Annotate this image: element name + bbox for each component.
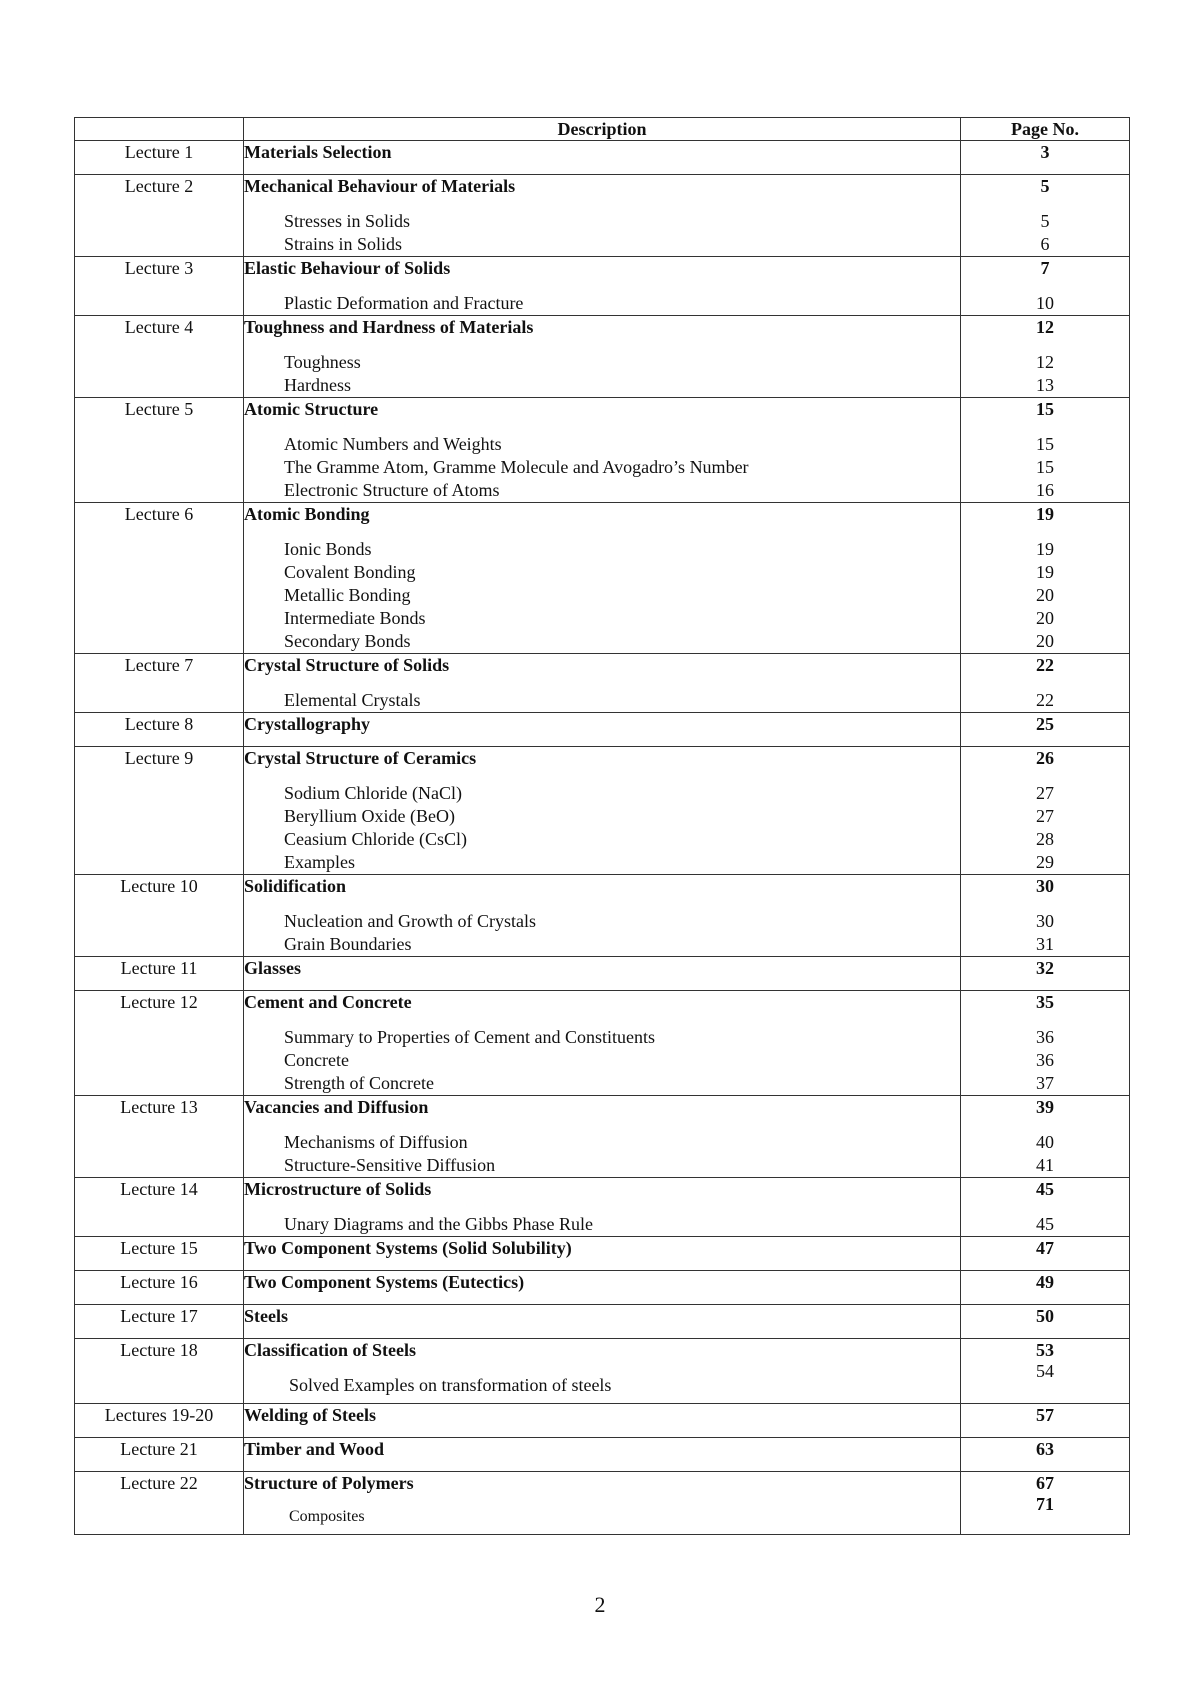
subsection-page: 20 (1036, 608, 1054, 628)
header-page-no: Page No. (961, 118, 1130, 141)
subsection-title: Stresses in Solids (284, 211, 411, 231)
description-cell (244, 875, 961, 957)
subsection-page: 36 (1036, 1050, 1054, 1070)
subsection-list (284, 1131, 960, 1177)
toc-row (75, 747, 1130, 875)
lecture-label: Lecture 22 (75, 1472, 244, 1535)
toc-row (75, 875, 1130, 957)
header-description: Description (244, 118, 961, 141)
subsection-title: Toughness (284, 352, 361, 372)
lecture-label: Lecture 9 (75, 747, 244, 875)
chapter-title: Classification of Steels (244, 1340, 416, 1360)
description-cell (244, 503, 961, 654)
subsection-title: Nucleation and Growth of Crystals (284, 911, 536, 931)
description-cell (244, 1305, 961, 1339)
subsection-list (284, 433, 960, 502)
lecture-label: Lecture 17 (75, 1305, 244, 1339)
page-cell (961, 1237, 1130, 1271)
subsection-title: Intermediate Bonds (284, 608, 426, 628)
toc-row (75, 1096, 1130, 1178)
page-cell (961, 1339, 1130, 1404)
chapter-title: Elastic Behaviour of Solids (244, 258, 451, 278)
lecture-label: Lecture 12 (75, 991, 244, 1096)
chapter-page: 35 (1036, 992, 1054, 1012)
page-cell (961, 257, 1130, 316)
subsection-list (284, 910, 960, 956)
subsection-page: 15 (1036, 434, 1054, 454)
chapter-title: Mechanical Behaviour of Materials (244, 176, 516, 196)
subsection-pages (961, 433, 1129, 502)
lecture-label: Lecture 7 (75, 654, 244, 713)
subsection-title: Solved Examples on transformation of steels (289, 1375, 612, 1395)
subsection-title: The Gramme Atom, Gramme Molecule and Avogadro’s Number (284, 457, 749, 477)
subsection-page: 28 (1036, 829, 1054, 849)
subsection-page: 19 (1036, 562, 1054, 582)
chapter-title: Vacancies and Diffusion (244, 1097, 429, 1117)
page-cell (961, 175, 1130, 257)
chapter-page: 30 (1036, 876, 1054, 896)
chapter-page: 22 (1036, 655, 1054, 675)
subsection-page: 6 (1040, 234, 1050, 254)
lecture-label: Lecture 8 (75, 713, 244, 747)
subsection-title: Examples (284, 852, 355, 872)
chapter-title: Crystallography (244, 714, 370, 734)
chapter-title: Two Component Systems (Solid Solubility) (244, 1238, 572, 1258)
page-cell (961, 957, 1130, 991)
subsection-page: 29 (1036, 852, 1054, 872)
subsection-title: Unary Diagrams and the Gibbs Phase Rule (284, 1214, 593, 1234)
chapter-page: 39 (1036, 1097, 1054, 1117)
subsection-title: Ceasium Chloride (CsCl) (284, 829, 467, 849)
description-cell (244, 1404, 961, 1438)
subsection-page: 27 (1036, 783, 1054, 803)
subsection-pages (961, 292, 1129, 315)
subsection-title: Concrete (284, 1050, 349, 1070)
subsection-pages (961, 1213, 1129, 1236)
chapter-title: Crystal Structure of Solids (244, 655, 450, 675)
description-cell (244, 175, 961, 257)
subsection-title: Ionic Bonds (284, 539, 372, 559)
subsection-page: 54 (1036, 1361, 1054, 1381)
description-cell (244, 1178, 961, 1237)
lecture-label: Lecture 15 (75, 1237, 244, 1271)
lecture-label: Lecture 10 (75, 875, 244, 957)
subsection-list (284, 1026, 960, 1095)
toc-row (75, 398, 1130, 503)
subsection-page: 12 (1036, 352, 1054, 372)
subsection-pages (961, 689, 1129, 712)
toc-row (75, 141, 1130, 175)
header-lecture-cell (75, 118, 244, 141)
chapter-page: 57 (1036, 1405, 1054, 1425)
subsection-pages (961, 1131, 1129, 1177)
toc-row (75, 503, 1130, 654)
subsection-page: 27 (1036, 806, 1054, 826)
subsection-list (284, 782, 960, 874)
subsection-title: Hardness (284, 375, 351, 395)
subsection-title: Elemental Crystals (284, 690, 421, 710)
subsection-page: 5 (1040, 211, 1050, 231)
subsection-pages (961, 538, 1129, 653)
subsection-title: Composites (289, 1508, 365, 1525)
subsection-title: Sodium Chloride (NaCl) (284, 783, 462, 803)
chapter-title: Timber and Wood (244, 1439, 385, 1459)
lecture-label: Lecture 13 (75, 1096, 244, 1178)
subsection-title: Plastic Deformation and Fracture (284, 293, 524, 313)
page-cell (961, 1096, 1130, 1178)
subsection-title: Secondary Bonds (284, 631, 411, 651)
description-cell (244, 316, 961, 398)
toc-row (75, 257, 1130, 316)
subsection-title: Strength of Concrete (284, 1073, 434, 1093)
header-row (75, 118, 1130, 141)
subsection-list (284, 292, 960, 315)
lecture-label: Lecture 4 (75, 316, 244, 398)
chapter-title: Atomic Structure (244, 399, 379, 419)
chapter-page: 19 (1036, 504, 1054, 524)
subsection-title: Electronic Structure of Atoms (284, 480, 500, 500)
subsection-title: Mechanisms of Diffusion (284, 1132, 468, 1152)
chapter-title: Steels (244, 1306, 288, 1326)
subsection-title: Grain Boundaries (284, 934, 412, 954)
chapter-page: 26 (1036, 748, 1054, 768)
subsection-page: 13 (1036, 375, 1054, 395)
chapter-page: 49 (1036, 1272, 1054, 1292)
toc-row (75, 1339, 1130, 1404)
toc-sheet (74, 117, 1129, 1535)
chapter-title: Two Component Systems (Eutectics) (244, 1272, 525, 1292)
subsection-page: 41 (1036, 1155, 1054, 1175)
lecture-label: Lecture 18 (75, 1339, 244, 1404)
chapter-title: Atomic Bonding (244, 504, 370, 524)
subsection-title: Covalent Bonding (284, 562, 416, 582)
chapter-title: Toughness and Hardness of Materials (244, 317, 534, 337)
page-cell (961, 1305, 1130, 1339)
subsection-title: Structure-Sensitive Diffusion (284, 1155, 496, 1175)
chapter-page: 32 (1036, 958, 1054, 978)
lecture-label: Lecture 2 (75, 175, 244, 257)
chapter-page: 12 (1036, 317, 1054, 337)
subsection-list (284, 538, 960, 653)
subsection-title: Beryllium Oxide (BeO) (284, 806, 455, 826)
page-cell (961, 398, 1130, 503)
description-cell (244, 1438, 961, 1472)
page-cell (961, 1271, 1130, 1305)
lecture-label: Lecture 6 (75, 503, 244, 654)
chapter-page: 63 (1036, 1439, 1054, 1459)
chapter-title: Welding of Steels (244, 1405, 377, 1425)
page-cell (961, 503, 1130, 654)
page-cell (961, 1472, 1130, 1535)
subsection-page: 45 (1036, 1214, 1054, 1234)
chapter-page: 50 (1036, 1306, 1054, 1326)
chapter-page: 53 (1036, 1340, 1054, 1360)
chapter-page: 7 (1040, 258, 1050, 278)
toc-row (75, 1237, 1130, 1271)
toc-row (75, 175, 1130, 257)
toc-row (75, 1305, 1130, 1339)
chapter-page: 47 (1036, 1238, 1054, 1258)
description-cell (244, 398, 961, 503)
subsection-page: 20 (1036, 631, 1054, 651)
page-cell (961, 654, 1130, 713)
chapter-page: 25 (1036, 714, 1054, 734)
description-cell (244, 713, 961, 747)
subsection-pages (961, 1026, 1129, 1095)
subsection-pages (961, 782, 1129, 874)
table-of-contents (74, 117, 1130, 1535)
lecture-label: Lecture 14 (75, 1178, 244, 1237)
chapter-page: 5 (1040, 176, 1050, 196)
description-cell (244, 1271, 961, 1305)
toc-row (75, 316, 1130, 398)
toc-row (75, 991, 1130, 1096)
lecture-label: Lecture 3 (75, 257, 244, 316)
chapter-title: Crystal Structure of Ceramics (244, 748, 477, 768)
chapter-title: Structure of Polymers (244, 1473, 414, 1493)
page-cell (961, 713, 1130, 747)
page-cell (961, 1438, 1130, 1472)
toc-row (75, 1404, 1130, 1438)
chapter-page: 3 (1040, 142, 1050, 162)
subsection-list (284, 351, 960, 397)
page-cell (961, 747, 1130, 875)
description-cell (244, 747, 961, 875)
subsection-list (284, 689, 960, 712)
lecture-label: Lectures 19-20 (75, 1404, 244, 1438)
toc-row (75, 1472, 1130, 1535)
description-cell (244, 1096, 961, 1178)
subsection-page: 37 (1036, 1073, 1054, 1093)
chapter-title: Microstructure of Solids (244, 1179, 432, 1199)
description-cell (244, 1237, 961, 1271)
description-cell (244, 257, 961, 316)
page-cell (961, 1178, 1130, 1237)
subsection-page: 36 (1036, 1027, 1054, 1047)
lecture-label: Lecture 11 (75, 957, 244, 991)
subsection-list (284, 1213, 960, 1236)
page-number: 2 (594, 1592, 606, 1617)
subsection-page: 10 (1036, 293, 1054, 313)
lecture-label: Lecture 16 (75, 1271, 244, 1305)
page-cell (961, 1404, 1130, 1438)
subsection-page: 22 (1036, 690, 1054, 710)
subsection-pages (961, 210, 1129, 256)
description-cell (244, 1472, 961, 1535)
toc-row (75, 1438, 1130, 1472)
subsection-page: 31 (1036, 934, 1054, 954)
toc-row (75, 1271, 1130, 1305)
toc-row (75, 1178, 1130, 1237)
description-cell (244, 654, 961, 713)
subsection-pages (961, 910, 1129, 956)
description-cell (244, 957, 961, 991)
subsection-page: 71 (1036, 1494, 1054, 1514)
subsection-page: 20 (1036, 585, 1054, 605)
subsection-page: 16 (1036, 480, 1054, 500)
page-cell (961, 875, 1130, 957)
toc-body (75, 141, 1130, 1535)
subsection-page: 30 (1036, 911, 1054, 931)
chapter-title: Solidification (244, 876, 347, 896)
subsection-page: 15 (1036, 457, 1054, 477)
page-cell (961, 141, 1130, 175)
description-cell (244, 991, 961, 1096)
description-cell (244, 141, 961, 175)
subsection-list (284, 210, 960, 256)
subsection-title: Strains in Solids (284, 234, 403, 254)
subsection-page: 19 (1036, 539, 1054, 559)
chapter-page: 67 (1036, 1473, 1054, 1493)
page-cell (961, 991, 1130, 1096)
subsection-page: 40 (1036, 1132, 1054, 1152)
toc-row (75, 654, 1130, 713)
chapter-title: Glasses (244, 958, 302, 978)
toc-row (75, 713, 1130, 747)
subsection-title: Summary to Properties of Cement and Constituents (284, 1027, 655, 1047)
toc-row (75, 957, 1130, 991)
chapter-title: Cement and Concrete (244, 992, 412, 1012)
subsection-title: Atomic Numbers and Weights (284, 434, 502, 454)
subsection-title: Metallic Bonding (284, 585, 411, 605)
page-cell (961, 316, 1130, 398)
chapter-page: 15 (1036, 399, 1054, 419)
chapter-page: 45 (1036, 1179, 1054, 1199)
lecture-label: Lecture 1 (75, 141, 244, 175)
lecture-label: Lecture 21 (75, 1438, 244, 1472)
description-cell (244, 1339, 961, 1404)
lecture-label: Lecture 5 (75, 398, 244, 503)
chapter-title: Materials Selection (244, 142, 392, 162)
subsection-pages (961, 351, 1129, 397)
